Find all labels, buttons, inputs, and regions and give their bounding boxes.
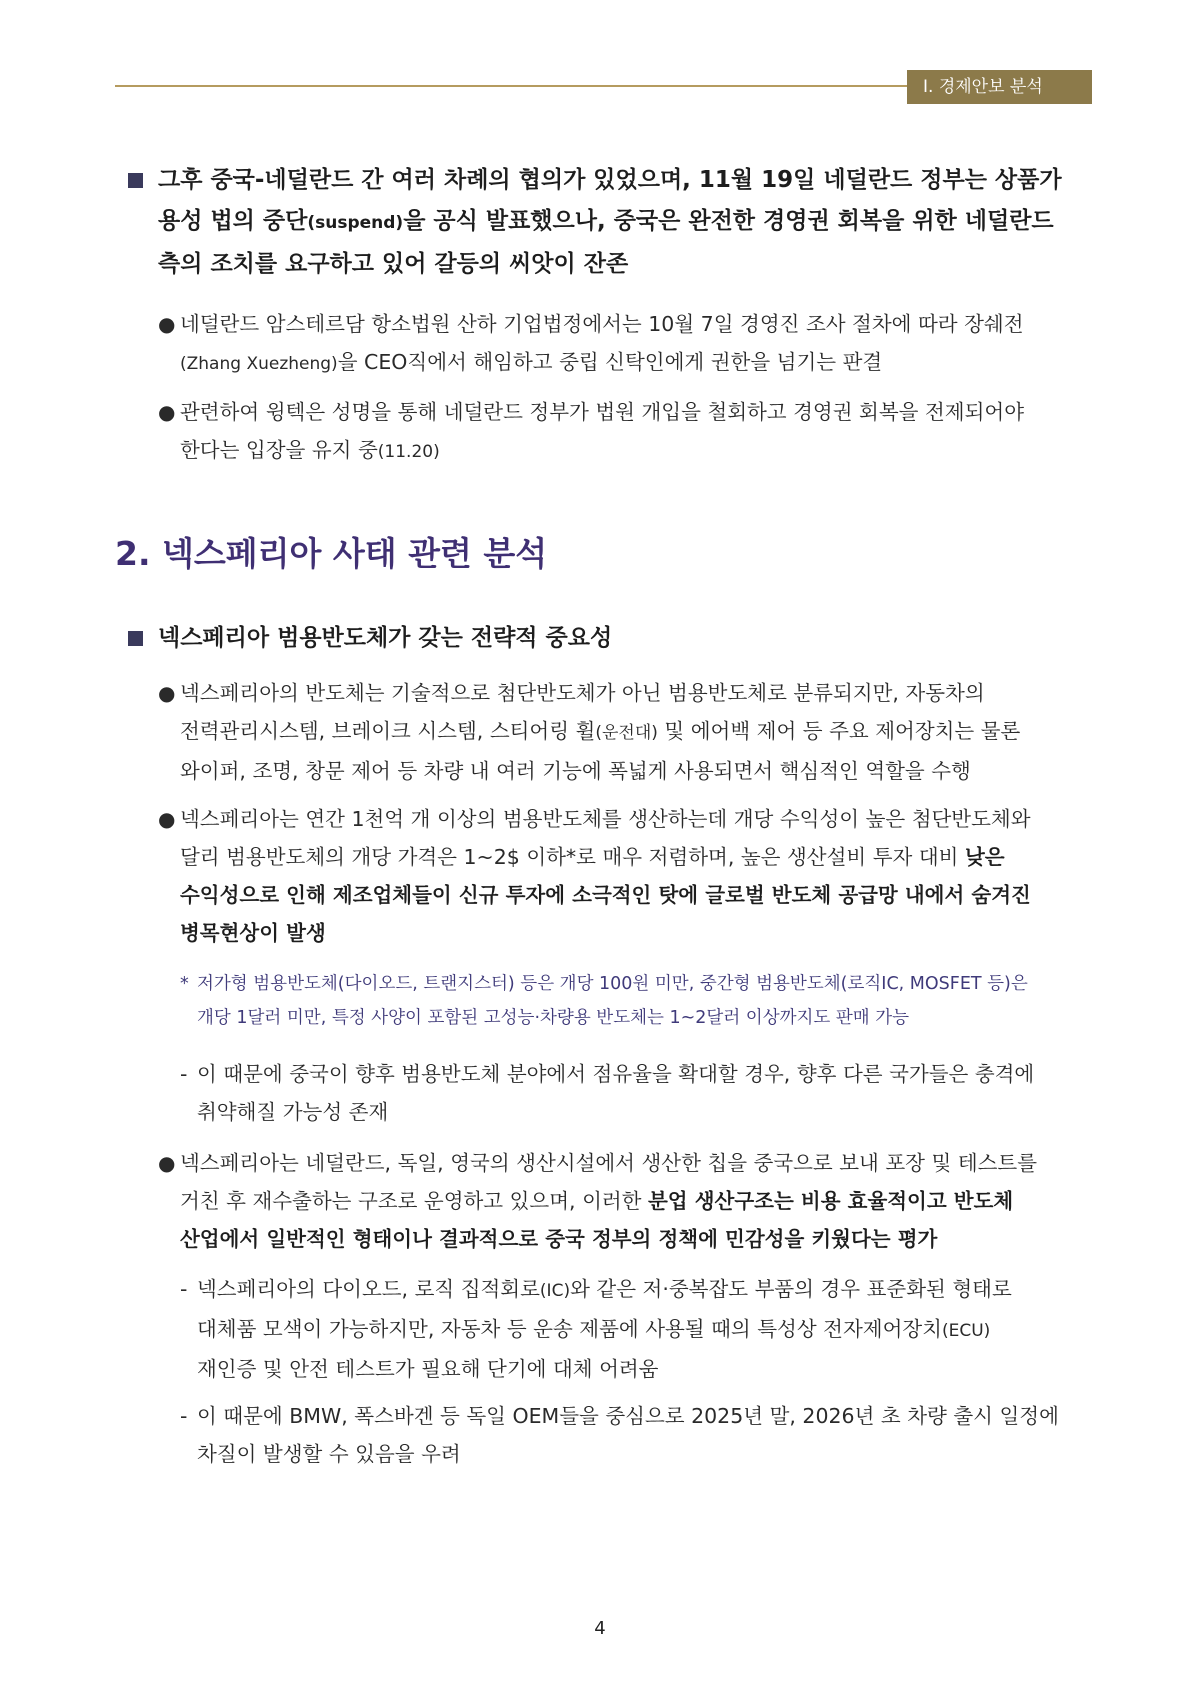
- s2b3-dash1-line-1a: 넥스페리아의 다이오드, 로직 집적회로: [197, 1277, 540, 1301]
- intro-line-2-small: (suspend): [307, 213, 404, 233]
- intro-bullet-2-line-1: 관련하여 윙텍은 성명을 통해 네덜란드 정부가 법원 개입을 철회하고 경영권 회복을 전제되어야: [180, 400, 1024, 424]
- s2b3-line-2a: 거친 후 재수출하는 구조로 운영하고 있으며, 이러한: [180, 1189, 648, 1213]
- s2b2-line-2-bold: 낮은: [964, 845, 1005, 869]
- section2-bullet-1-text: [180, 674, 1093, 790]
- s2b3-dash1-line-2-small: (ECU): [941, 1321, 991, 1341]
- s2b3-line-2-bold: 분업 생산구조는 비용 효율적이고 반도체: [648, 1189, 1014, 1213]
- s2b3-dash2-line-2: 차질이 발생할 수 있음을 우려: [197, 1442, 461, 1466]
- intro-line-1: 그후 중국-네덜란드 간 여러 차례의 협의가 있었으며, 11월 19일 네덜란드 정부는 상품가: [158, 167, 1062, 193]
- intro-bullet-1-line-2: 을 CEO직에서 해임하고 중립 신탁인에게 권한을 넘기는 판결: [337, 350, 883, 374]
- footnote: [180, 967, 1095, 1035]
- section2-bullet-1: [158, 674, 1093, 790]
- s2b1-line-3: 와이퍼, 조명, 창문 제어 등 차량 내 여러 기능에 폭넓게 사용되면서 핵심적인 역할을 수행: [180, 759, 971, 783]
- section-tag: Ⅰ. 경제안보 분석: [907, 70, 1092, 104]
- s2b3-dash1-text: [197, 1270, 1095, 1388]
- s2b3-line-3-bold: 산업에서 일반적인 형태이나 결과적으로 중국 정부의 정책에 민감성을 키웠다는 평가: [180, 1227, 938, 1251]
- s2b2-dash-line-1: 이 때문에 중국이 향후 범용반도체 분야에서 점유율을 확대할 경우, 향후 다른 국가들은 충격에: [197, 1062, 1035, 1086]
- intro-line-2a: 용성 법의 중단: [158, 208, 308, 234]
- footnote-marker: *: [180, 974, 189, 994]
- intro-line-2b: 을 공식 발표했으나, 중국은 완전한 경영권 회복을 위한 네덜란드: [403, 208, 1054, 234]
- intro-bullet-1: [158, 305, 1093, 383]
- intro-line-3: 측의 조치를 요구하고 있어 갈등의 씨앗이 잔존: [158, 251, 629, 277]
- section2-item: [128, 618, 1103, 659]
- dash-bullet: -: [180, 1062, 188, 1086]
- section2-bullet-2: [158, 800, 1093, 952]
- s2b1-line-2b: 및 에어백 제어 등 주요 제어장치는 물론: [657, 719, 1021, 743]
- section2-item-title: 넥스페리아 범용반도체가 갖는 전략적 중요성: [158, 625, 613, 651]
- section2-bullet-3: [158, 1144, 1093, 1258]
- intro-bullet-1-text: [180, 305, 1093, 383]
- s2b3-dash1-line-3: 재인증 및 안전 테스트가 필요해 단기에 대체 어려움: [197, 1357, 659, 1381]
- square-bullet-icon: [128, 631, 143, 646]
- section2-bullet-3-text: [180, 1144, 1093, 1258]
- dash-bullet: -: [180, 1404, 188, 1428]
- s2b2-dash-text: [197, 1055, 1095, 1131]
- section2-bullet-3-dash-1: [180, 1270, 1095, 1388]
- s2b2-dash-line-2: 취약해질 가능성 존재: [197, 1100, 389, 1124]
- intro-bullet-1-line-1: 네덜란드 암스테르담 항소법원 산하 기업법정에서는 10월 7일 경영진 조사 절차에 따라 장쉐전: [180, 312, 1024, 336]
- footnote-line-1: 저가형 범용반도체(다이오드, 트랜지스터) 등은 개당 100원 미만, 중간형 범용반도체(로직IC, MOSFET 등)은: [197, 974, 1028, 994]
- intro-bullet-2-line-2-small: (11.20): [377, 442, 440, 462]
- circle-bullet-icon: ●: [158, 312, 176, 336]
- s2b2-line-2a: 달리 범용반도체의 개당 가격은 1~2$ 이하*로 매우 저렴하며, 높은 생산설비 투자 대비: [180, 845, 965, 869]
- footnote-text: [197, 967, 1095, 1035]
- square-bullet-icon: [128, 173, 143, 188]
- s2b3-dash1-line-1b: 와 같은 저·중복잡도 부품의 경우 표준화된 형태로: [570, 1277, 1012, 1301]
- intro-item: [128, 160, 1103, 285]
- section2-bullet-3-dash-2: [180, 1397, 1095, 1473]
- section2-bullet-2-text: [180, 800, 1093, 952]
- s2b3-line-1: 넥스페리아는 네덜란드, 독일, 영국의 생산시설에서 생산한 칩을 중국으로 보내 포장 및 테스트를: [180, 1151, 1038, 1175]
- circle-bullet-icon: ●: [158, 807, 176, 831]
- s2b1-line-1: 넥스페리아의 반도체는 기술적으로 첨단반도체가 아닌 범용반도체로 분류되지만, 자동차의: [180, 681, 985, 705]
- s2b3-dash2-line-1: 이 때문에 BMW, 폭스바겐 등 독일 OEM들을 중심으로 2025년 말, 2026년 초 차량 출시 일정에: [197, 1404, 1059, 1428]
- s2b2-line-1: 넥스페리아는 연간 1천억 개 이상의 범용반도체를 생산하는데 개당 수익성이 높은 첨단반도체와: [180, 807, 1031, 831]
- s2b3-dash2-text: [197, 1397, 1095, 1473]
- circle-bullet-icon: ●: [158, 400, 176, 424]
- intro-bullet-2: [158, 393, 1093, 471]
- intro-bullet-1-line-2-small: (Zhang Xuezheng): [180, 354, 338, 374]
- dash-bullet: -: [180, 1277, 188, 1301]
- circle-bullet-icon: ●: [158, 681, 176, 705]
- section-title: 2. 넥스페리아 사태 관련 분석: [115, 534, 548, 573]
- s2b2-line-3-bold: 수익성으로 인해 제조업체들이 신규 투자에 소극적인 탓에 글로벌 반도체 공급망 내에서 숨겨진: [180, 883, 1031, 907]
- intro-item-text: [158, 160, 1103, 285]
- s2b1-line-2a: 전력관리시스템, 브레이크 시스템, 스티어링 휠: [180, 719, 596, 743]
- section2-bullet-2-dash: [180, 1055, 1095, 1131]
- s2b3-dash1-line-1-small: (IC): [539, 1281, 571, 1301]
- intro-bullet-2-line-2: 한다는 입장을 유지 중: [180, 438, 378, 462]
- page-number: 4: [594, 1618, 606, 1639]
- footnote-line-2: 개당 1달러 미만, 특정 사양이 포함된 고성능·차량용 반도체는 1~2달러 이상까지도 판매 가능: [197, 1008, 910, 1028]
- s2b2-line-4-bold: 병목현상이 발생: [180, 921, 326, 945]
- s2b1-line-2-small: (운전대): [595, 723, 658, 743]
- circle-bullet-icon: ●: [158, 1151, 176, 1175]
- intro-bullet-2-text: [180, 393, 1093, 471]
- header-rule: [115, 85, 907, 87]
- s2b3-dash1-line-2a: 대체품 모색이 가능하지만, 자동차 등 운송 제품에 사용될 때의 특성상 전자제어장치: [197, 1317, 942, 1341]
